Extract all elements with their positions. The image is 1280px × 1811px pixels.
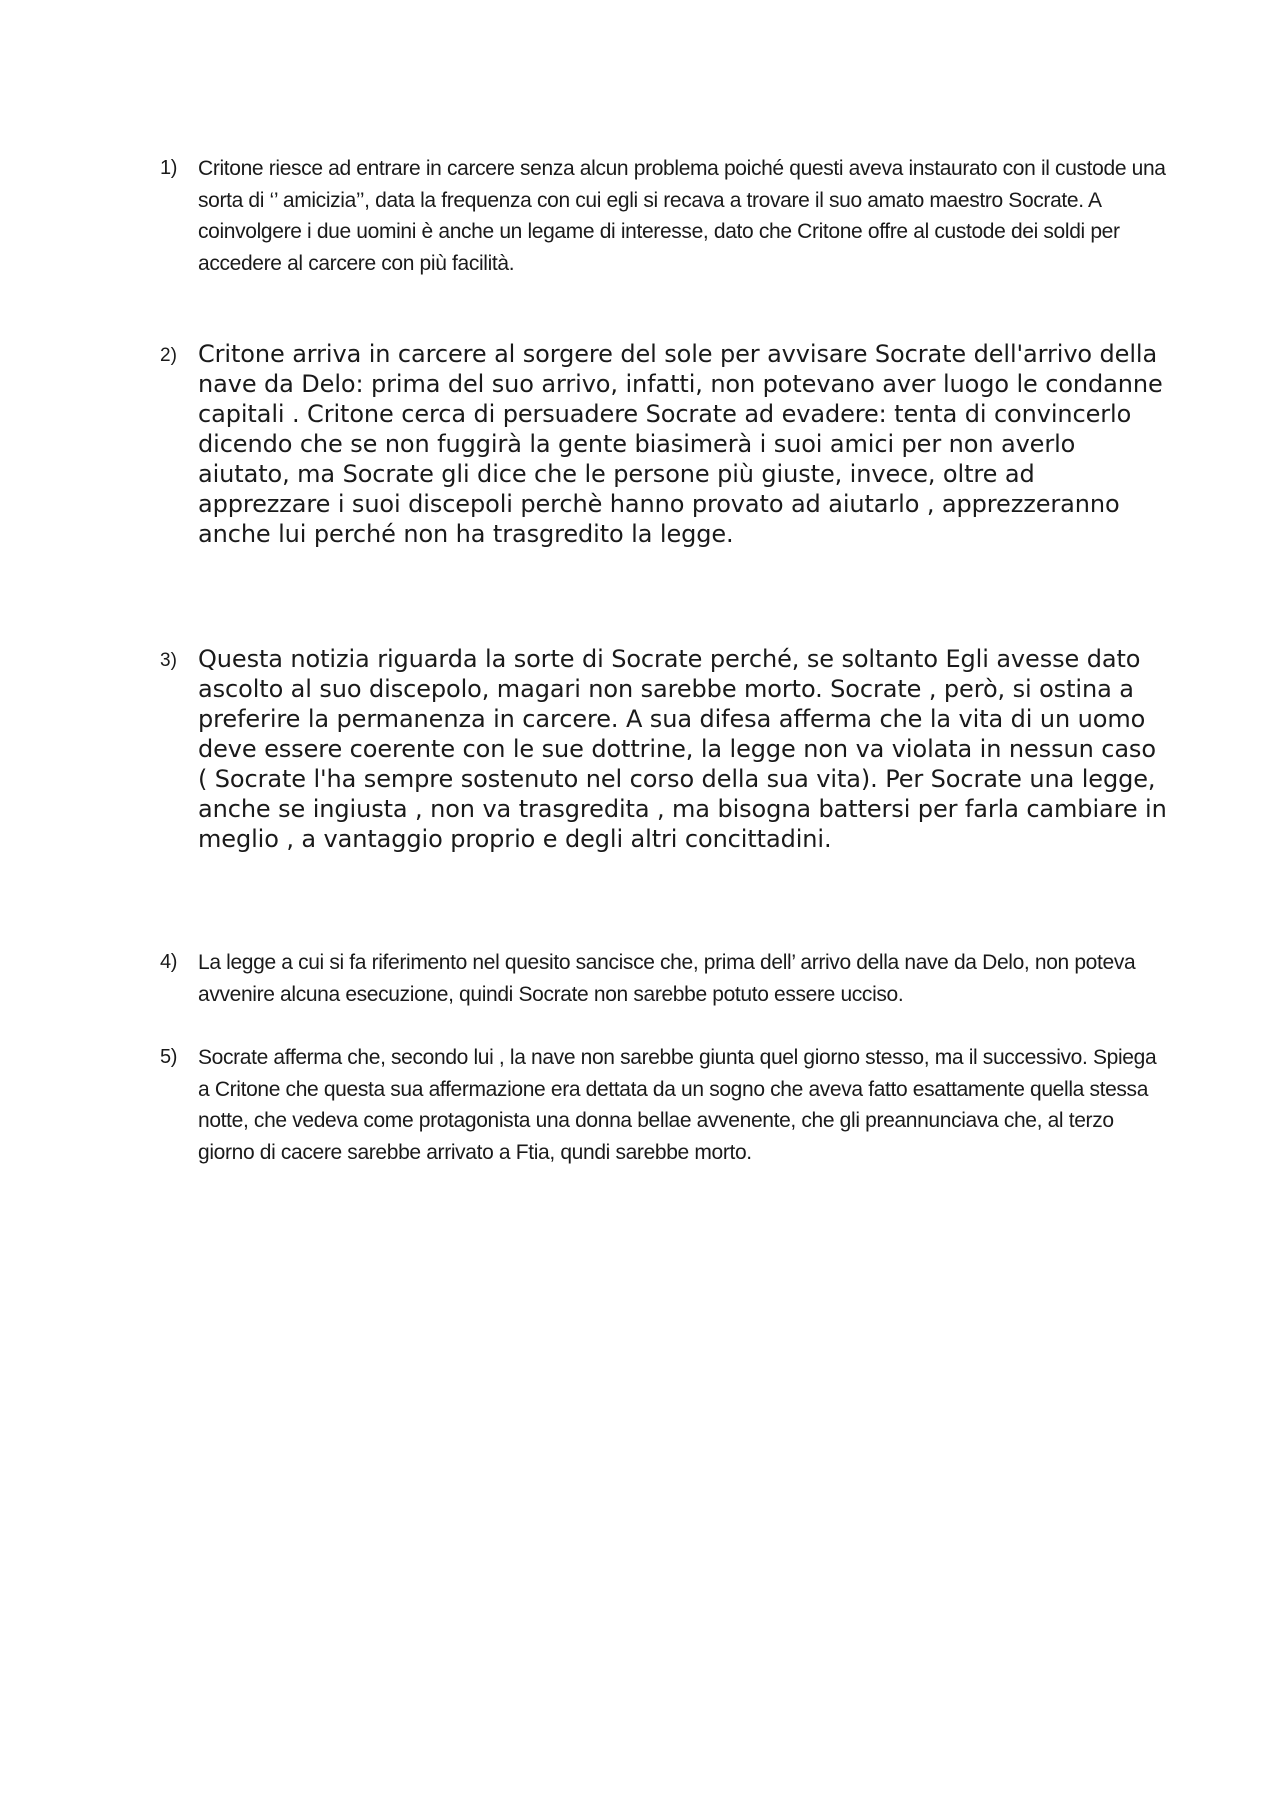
item-number: 2)	[160, 345, 177, 366]
answer-item-5	[160, 1042, 1170, 1168]
answer-item-4	[160, 947, 1170, 1010]
item-text: Critone riesce ad entrare in carcere senza alcun problema poiché questi aveva instaurato con il custode una sorta di ‘’ amicizia’’, data la frequenza con cui egli si recava a trovare il suo amato maestro Socrate. A coinvolgere i due uomini è anche un legame di interesse, dato che Critone offre al custode dei soldi per accedere al carcere con più facilità.	[198, 157, 1166, 275]
item-number: 5)	[160, 1046, 178, 1068]
item-number: 3)	[160, 650, 177, 671]
item-text: Critone arriva in carcere al sorgere del sole per avvisare Socrate dell'arrivo della nave da Delo: prima del suo arrivo, infatti, non potevano aver luogo le condanne capitali . Critone cerca di persuadere Socrate ad evadere: tenta di convincerlo dicendo che se non fuggirà la gente biasimerà i suoi amici per non averlo aiutato, ma Socrate gli dice che le persone più giuste, invece, oltre ad apprezzare i suoi discepoli perchè hanno provato ad aiutarlo , apprezzeranno anche lui perché non ha trasgredito la legge.	[198, 340, 1163, 548]
answer-item-3	[160, 644, 1170, 854]
answer-item-1	[160, 153, 1170, 279]
item-number: 4)	[160, 951, 178, 973]
item-number: 1)	[160, 157, 178, 179]
item-text: Questa notizia riguarda la sorte di Socrate perché, se soltanto Egli avesse dato ascolto al suo discepolo, magari non sarebbe morto. Socrate , però, si ostina a preferire la permanenza in carcere. A sua difesa afferma che la vita di un uomo deve essere coerente con le sue dottrine, la legge non va violata in nessun caso ( Socrate l'ha sempre sostenuto nel corso della sua vita). Per Socrate una legge, anche se ingiusta , non va trasgredita , ma bisogna battersi per farla cambiare in meglio , a vantaggio proprio e degli altri concittadini.	[198, 645, 1167, 853]
item-text: La legge a cui si fa riferimento nel quesito sancisce che, prima dell’ arrivo della nave da Delo, non poteva avvenire alcuna esecuzione, quindi Socrate non sarebbe potuto essere ucciso.	[198, 951, 1136, 1006]
item-text: Socrate afferma che, secondo lui , la nave non sarebbe giunta quel giorno stesso, ma il successivo. Spiega a Critone che questa sua affermazione era dettata da un sogno che aveva fatto esattamente quella stessa notte, che vedeva come protagonista una donna bellae avvenente, che gli preannunciava che, al terzo giorno di cacere sarebbe arrivato a Ftia, qundi sarebbe morto.	[198, 1046, 1157, 1164]
answer-item-2	[160, 339, 1170, 549]
